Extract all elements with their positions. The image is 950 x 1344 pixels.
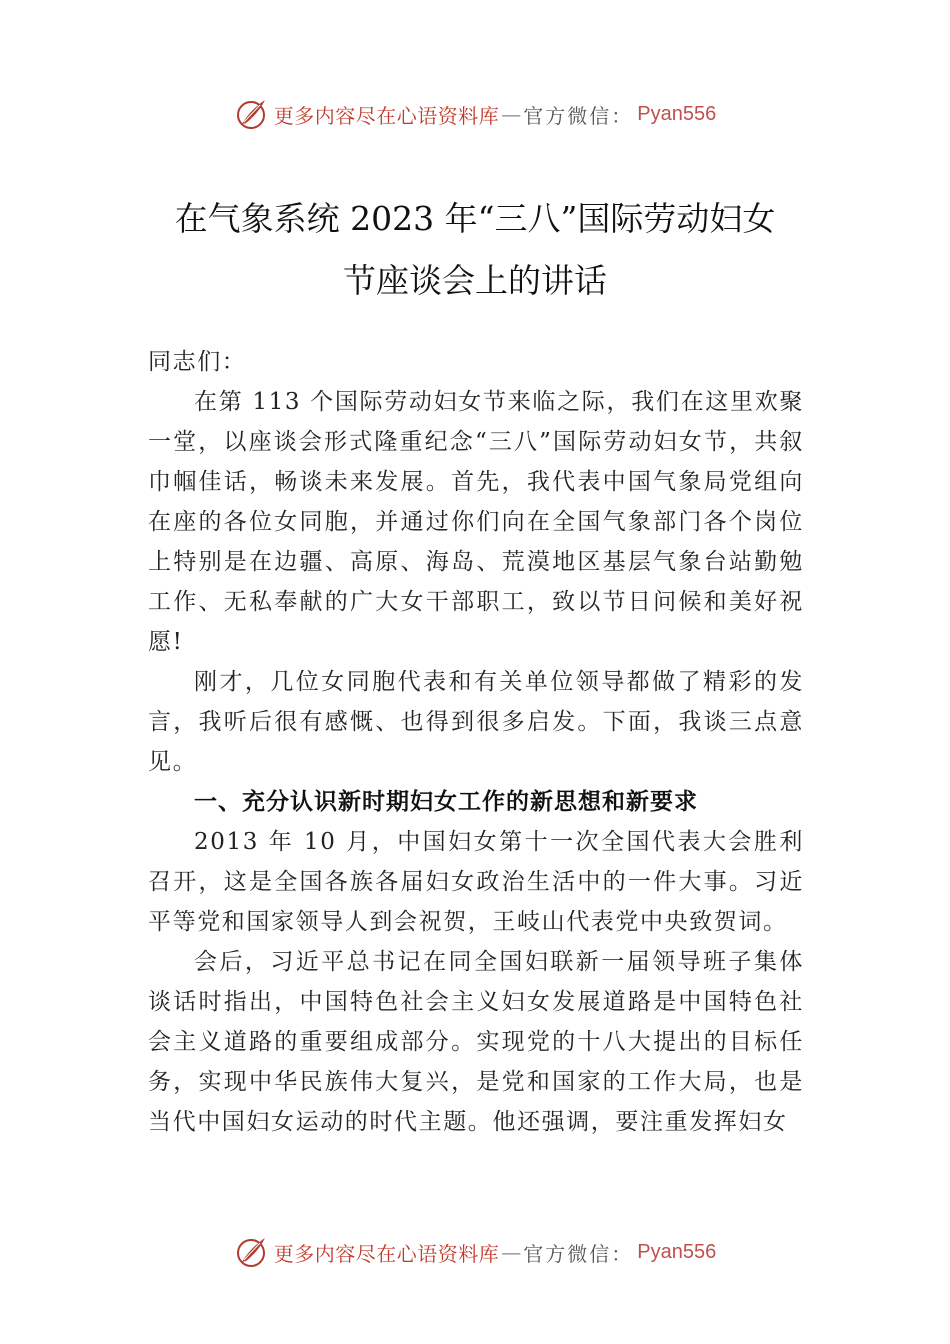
quill-logo-icon [234, 96, 270, 132]
banner-text: 更多内容尽在心语资料库 [273, 103, 500, 128]
title-line-1: 在气象系统 2023 年“三八”国际劳动妇女 [174, 199, 776, 238]
banner-wechat-label: 官方微信： [523, 1241, 634, 1266]
banner-wechat-id: Pyan556 [637, 1240, 717, 1263]
banner-text: 更多内容尽在心语资料库 [273, 1241, 500, 1266]
banner-wechat-id: Pyan556 [637, 102, 717, 125]
header-banner [0, 94, 950, 134]
paragraph-4: 会后，习近平总书记在同全国妇联新一届领导班子集体谈话时指出，中国特色社会主义妇女发展道路是中国特色社会主义道路的重要组成部分。实现党的十八大提出的目标任务，实现中华民族伟大复兴，是党和国家的工作大局，也是当代中国妇女运动的时代主题。他还强调，要注重发挥妇女 [148, 949, 804, 1135]
salutation: 同志们： [148, 349, 247, 375]
footer-banner [0, 1232, 950, 1272]
quill-logo-icon [234, 1234, 270, 1270]
section-heading-1: 一、充分认识新时期妇女工作的新思想和新要求 [194, 789, 698, 815]
banner-separator: — [501, 102, 522, 126]
paragraph-3: 2013 年 10 月，中国妇女第十一次全国代表大会胜利召开，这是全国各族各届妇女政治生活中的一件大事。习近平等党和国家领导人到会祝贺，王岐山代表党中央致贺词。 [148, 829, 804, 935]
paragraph-2: 刚才，几位女同胞代表和有关单位领导都做了精彩的发言，我听后很有感慨、也得到很多启发。下面，我谈三点意见。 [148, 669, 804, 775]
document-body [148, 342, 804, 1142]
document-title [100, 188, 850, 312]
banner-separator: — [501, 1240, 522, 1264]
banner-wechat-label: 官方微信： [523, 103, 634, 128]
title-line-2: 节座谈会上的讲话 [343, 261, 607, 300]
paragraph-1: 在第 113 个国际劳动妇女节来临之际，我们在这里欢聚一堂，以座谈会形式隆重纪念“三八”国际劳动妇女节，共叙巾帼佳话，畅谈未来发展。首先，我代表中国气象局党组向在座的各位女同胞，并通过你们向在全国气象部门各个岗位上特别是在边疆、高原、海岛、荒漠地区基层气象台站勤勉工作、无私奉献的广大女干部职工，致以节日问候和美好祝愿! [148, 389, 804, 655]
